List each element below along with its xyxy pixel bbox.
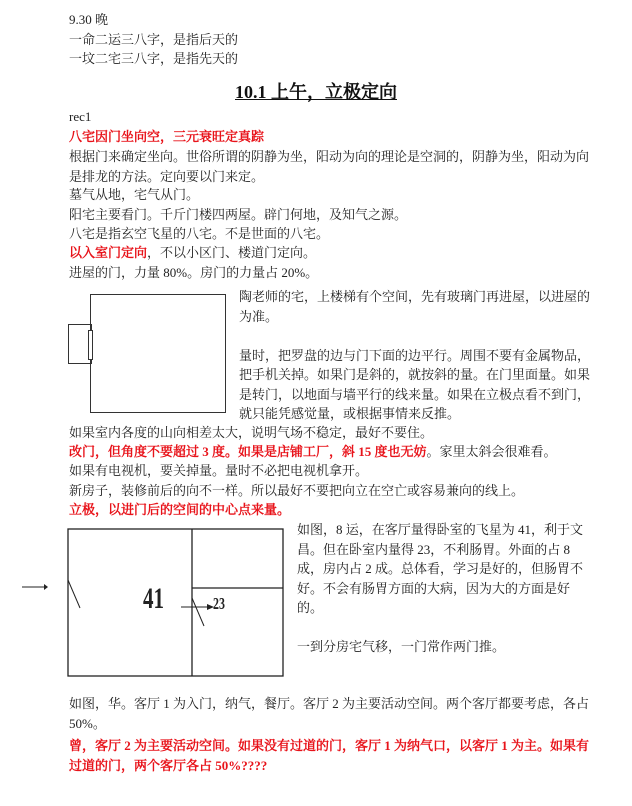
paragraph: 如图，华。客厅 1 为入门，纳气，餐厅。客厅 2 为主要活动空间。两个客厅都要考虑，各占 50%。 [69, 696, 590, 731]
text: ，不以小区门、楼道门定向。 [147, 245, 317, 260]
paragraph [69, 147, 594, 186]
big-star-number: 41 [143, 582, 164, 615]
rec-label: rec1 [69, 109, 92, 124]
text-line: 墓气从地，宅气从门。 [69, 187, 200, 202]
text-line [69, 244, 316, 262]
text: 。家里太斜会很难看。 [426, 444, 557, 459]
paragraph: 如图，8 运，在客厅量得卧室的飞星为 41，利于文昌。但在卧室内量得 23，不利肠胃。外面的占 8 成，房内占 2 成。总体看，学习是好的，但肠胃不好。不会有肠胃方面的大病，因为大的方面是好的。 [297, 522, 584, 615]
text-line: 是排龙的方法。定向要以门来定。 [69, 168, 265, 184]
date-line: 9.30 晚 [69, 12, 109, 27]
text-line: 新房子，装修前后的向不一样。所以最好不要把向立在空亡或容易兼向的线上。 [69, 483, 525, 498]
text-line: 一命二运三八字，是指后天的 [69, 32, 239, 47]
text-line: 根据门来确定坐向。世俗所谓的阴静为坐，阳动为向的理论是空洞的，阴静为坐，阳动为向 [69, 149, 590, 164]
red-paragraph: 曾，客厅 2 为主要活动空间。如果没有过道的门，客厅 1 为纳气口，以客厅 1 为主。如果有过道的门，两个客厅各占 50%???? [69, 738, 590, 773]
section-title: 10.1 上午，立极定向 [235, 82, 397, 102]
text-line: 如果有电视机，要关掉量。量时不必把电视机拿开。 [69, 463, 369, 478]
text-line: 八宅是指玄空飞星的八宅。不是世面的八宅。 [69, 226, 330, 241]
red-emphasis: 改门，但角度不要超过 3 度。如果是店铺工厂，斜 15 度也无妨 [69, 444, 427, 459]
text-line: 阳宅主要看门。千斤门楼四两屋。辟门何地，及知气之源。 [69, 207, 408, 222]
text-line: 一坟二宅三八字，是指先天的 [69, 51, 239, 66]
paragraph: 一到分房宅气移，一门常作两门推。 [297, 639, 506, 654]
small-star-number: 23 [213, 594, 225, 613]
room-outline [90, 294, 226, 413]
red-heading: 立极，以进门后的空间的中心点来量。 [69, 502, 291, 517]
door-mark [88, 330, 93, 360]
figure-1-caption [239, 287, 594, 424]
text-line: 进屋的门，力量 80%。房门的力量占 20%。 [69, 265, 319, 280]
red-heading: 八宅因门坐向空，三元衰旺定真踪 [69, 129, 265, 144]
figure-2-caption [297, 520, 595, 657]
paragraph: 陶老师的宅，上楼梯有个空间，先有玻璃门再进屋，以进屋的为准。 [239, 289, 591, 324]
red-emphasis: 以入室门定向 [69, 245, 148, 260]
text-line [69, 443, 557, 461]
text-line: 如果室内各度的山向相差太大，说明气场不稳定，最好不要住。 [69, 425, 434, 440]
paragraph: 量时，把罗盘的边与门下面的边平行。周围不要有金属物品，把手机关掉。如果门是斜的，就按斜的量。在门里面量。如果是转门，以地面与墙平行的线来量。如果在立极点看不到门，就只能凭感觉量，或根据事情来反推。 [239, 347, 591, 421]
